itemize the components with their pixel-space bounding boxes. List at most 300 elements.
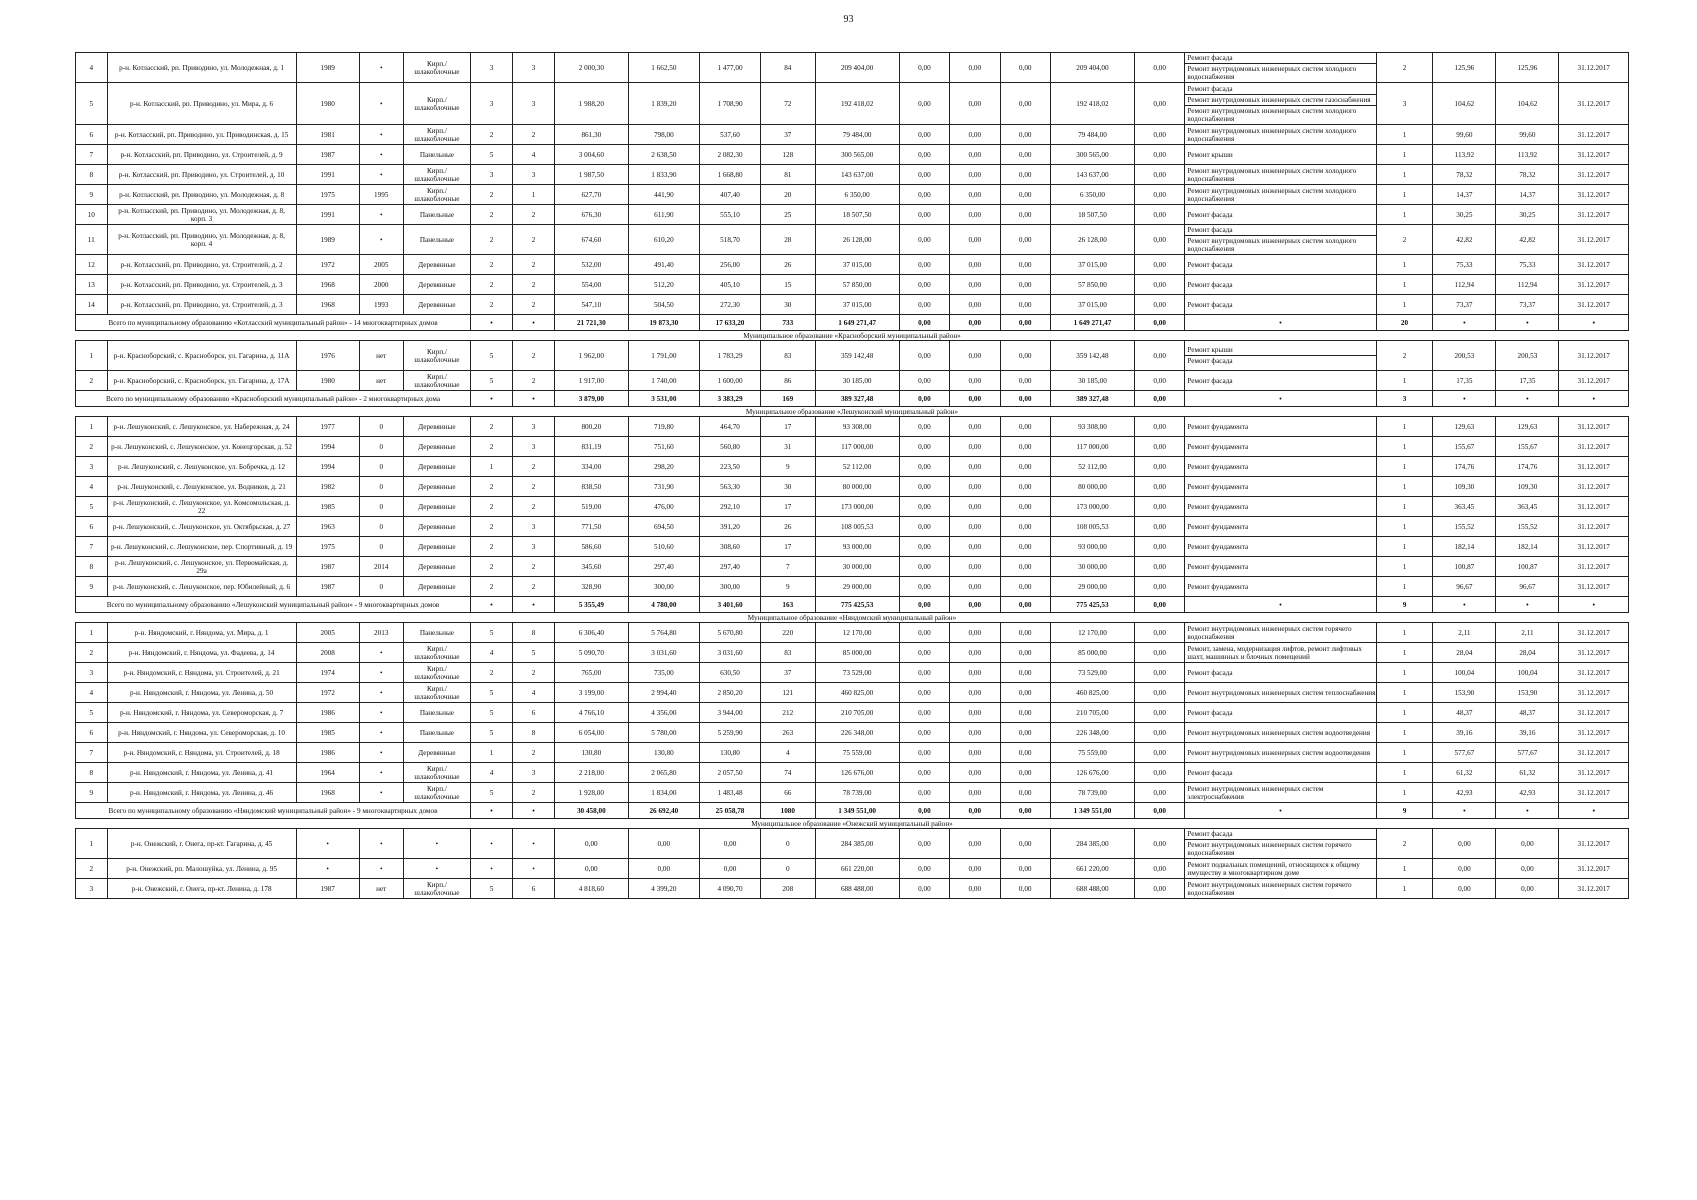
address-cell: р-н. Лешуконский, с. Лешуконское, ул. Конецгорская, д. 52: [107, 437, 296, 457]
cell-c3: 0,00: [950, 165, 1000, 185]
cell-k: 1: [1376, 859, 1433, 879]
cell-c5: 143 637,00: [1050, 165, 1134, 185]
total-p: 733: [760, 315, 815, 331]
cell-d: 31.12.2017: [1559, 165, 1629, 185]
cell-a1: 1 917,00: [555, 371, 629, 391]
work-item: Ремонт фасада: [1187, 376, 1233, 385]
total-row: [76, 597, 1629, 613]
cell-u2: 155,67: [1496, 437, 1559, 457]
cell-f: 2: [471, 185, 513, 205]
cell-c3: 0,00: [950, 829, 1000, 859]
cell-a2: 2 994,40: [628, 683, 699, 703]
works-cell: [1185, 783, 1376, 803]
cell-c5: 73 529,00: [1050, 663, 1134, 683]
cell-c6: 0,00: [1134, 879, 1184, 899]
cell-k: 1: [1376, 275, 1433, 295]
total-a1: 3 879,00: [555, 391, 629, 407]
cell-p: 86: [760, 371, 815, 391]
cell-f: 2: [471, 557, 513, 577]
cell-c3: 0,00: [950, 125, 1000, 145]
cell-p: 83: [760, 643, 815, 663]
cell-y: 1985: [296, 723, 359, 743]
total-p: 163: [760, 597, 815, 613]
cell-a2: 2 065,80: [628, 763, 699, 783]
cell-y: 1987: [296, 557, 359, 577]
cell-c1: 30 185,00: [815, 371, 899, 391]
cell-c4: 0,00: [1000, 643, 1050, 663]
cell-d: 31.12.2017: [1559, 683, 1629, 703]
cell-p: 30: [760, 477, 815, 497]
works-cell: [1185, 703, 1376, 723]
cell-p: 74: [760, 763, 815, 783]
cell-a1: 1 987,50: [555, 165, 629, 185]
work-item: Ремонт внутридомовых инженерных систем электроснабжения: [1187, 784, 1324, 801]
cell-a2: 1 839,20: [628, 83, 699, 125]
cell-a2: 1 662,50: [628, 53, 699, 83]
address-cell: р-н. Котласский, рп. Приводино, ул. Мира, д. 6: [107, 83, 296, 125]
cell-k: 1: [1376, 145, 1433, 165]
cell-k: 1: [1376, 557, 1433, 577]
cell-u1: 30,25: [1433, 205, 1496, 225]
total-c2: 0,00: [899, 391, 949, 407]
cell-y: 1989: [296, 225, 359, 255]
total-a2: 19 873,30: [628, 315, 699, 331]
cell-a2: 719,80: [628, 417, 699, 437]
cell-y: 1968: [296, 783, 359, 803]
works-cell: [1185, 763, 1376, 783]
cell-u2: 363,45: [1496, 497, 1559, 517]
cell-c5: 6 350,00: [1050, 185, 1134, 205]
cell-u1: 0,00: [1433, 879, 1496, 899]
cell-p: 0: [760, 859, 815, 879]
cell-yr: •: [359, 783, 403, 803]
cell-yr: •: [359, 743, 403, 763]
total-c1: 1 349 551,00: [815, 803, 899, 819]
cell-c1: 661 220,00: [815, 859, 899, 879]
row-number: 9: [76, 783, 108, 803]
cell-d: 31.12.2017: [1559, 437, 1629, 457]
table-row: [76, 371, 1629, 391]
cell-k: 1: [1376, 763, 1433, 783]
works-cell: [1185, 165, 1376, 185]
work-item: Ремонт внутридомовых инженерных систем холодного водоснабжения: [1187, 166, 1357, 183]
row-number: 9: [76, 577, 108, 597]
cell-a1: 532,00: [555, 255, 629, 275]
cell-d: 31.12.2017: [1559, 341, 1629, 371]
cell-c1: 126 676,00: [815, 763, 899, 783]
cell-mat: Деревянные: [403, 537, 470, 557]
cell-a3: 292,10: [700, 497, 761, 517]
cell-a3: 5 670,80: [700, 623, 761, 643]
cell-y: 1968: [296, 275, 359, 295]
total-u1: •: [1433, 315, 1496, 331]
cell-c1: 143 637,00: [815, 165, 899, 185]
row-number: 1: [76, 829, 108, 859]
cell-c5: 93 308,00: [1050, 417, 1134, 437]
cell-a1: 627,70: [555, 185, 629, 205]
total-e: •: [513, 803, 555, 819]
cell-a1: 554,00: [555, 275, 629, 295]
cell-e: 2: [513, 783, 555, 803]
cell-c6: 0,00: [1134, 185, 1184, 205]
cell-e: 3: [513, 437, 555, 457]
cell-c1: 12 170,00: [815, 623, 899, 643]
cell-p: 31: [760, 437, 815, 457]
cell-k: 1: [1376, 295, 1433, 315]
cell-a1: 2 000,30: [555, 53, 629, 83]
cell-mat: Кирп./ шлакоблочные: [403, 371, 470, 391]
work-item: Ремонт внутридомовых инженерных систем теплоснабжения: [1187, 688, 1376, 697]
cell-c3: 0,00: [950, 859, 1000, 879]
cell-p: 81: [760, 165, 815, 185]
work-item: Ремонт фасада: [1185, 355, 1375, 366]
cell-mat: Панельные: [403, 145, 470, 165]
cell-c4: 0,00: [1000, 743, 1050, 763]
table-row: [76, 417, 1629, 437]
cell-y: 1977: [296, 417, 359, 437]
work-item: Ремонт фундамента: [1187, 542, 1249, 551]
cell-u1: 129,63: [1433, 417, 1496, 437]
cell-f: 2: [471, 497, 513, 517]
cell-f: 5: [471, 371, 513, 391]
works-cell: [1185, 255, 1376, 275]
total-a2: 26 692,40: [628, 803, 699, 819]
cell-mat: Панельные: [403, 225, 470, 255]
cell-u2: 61,32: [1496, 763, 1559, 783]
cell-a1: 4 818,60: [555, 879, 629, 899]
total-c4: 0,00: [1000, 315, 1050, 331]
cell-p: 208: [760, 879, 815, 899]
cell-c4: 0,00: [1000, 577, 1050, 597]
cell-f: 2: [471, 577, 513, 597]
cell-k: 1: [1376, 723, 1433, 743]
row-number: 1: [76, 341, 108, 371]
work-item: Ремонт фасада: [1187, 84, 1233, 93]
cell-f: 2: [471, 125, 513, 145]
cell-a2: 751,60: [628, 437, 699, 457]
cell-c4: 0,00: [1000, 225, 1050, 255]
cell-y: 1964: [296, 763, 359, 783]
cell-a1: 328,90: [555, 577, 629, 597]
cell-u1: 96,67: [1433, 577, 1496, 597]
cell-c4: 0,00: [1000, 859, 1050, 879]
cell-u1: 42,82: [1433, 225, 1496, 255]
cell-e: 2: [513, 205, 555, 225]
cell-d: 31.12.2017: [1559, 295, 1629, 315]
cell-f: 1: [471, 743, 513, 763]
cell-y: 1976: [296, 341, 359, 371]
address-cell: р-н. Котласский, рп. Приводино, ул. Строителей, д. 3: [107, 295, 296, 315]
cell-c6: 0,00: [1134, 225, 1184, 255]
address-cell: р-н. Котласский, рп. Приводино, ул. Строителей, д. 2: [107, 255, 296, 275]
cell-a1: 1 962,00: [555, 341, 629, 371]
cell-a3: 0,00: [700, 859, 761, 879]
address-cell: р-н. Няндомский, г. Няндома, ул. Ленина, д. 41: [107, 763, 296, 783]
address-cell: р-н. Лешуконский, с. Лешуконское, ул. Бобречка, д. 12: [107, 457, 296, 477]
cell-c2: 0,00: [899, 53, 949, 83]
cell-c4: 0,00: [1000, 275, 1050, 295]
cell-u2: 73,37: [1496, 295, 1559, 315]
cell-y: 1963: [296, 517, 359, 537]
cell-c4: 0,00: [1000, 783, 1050, 803]
row-number: 14: [76, 295, 108, 315]
total-a2: 4 780,00: [628, 597, 699, 613]
cell-c5: 30 000,00: [1050, 557, 1134, 577]
cell-c2: 0,00: [899, 145, 949, 165]
cell-c3: 0,00: [950, 663, 1000, 683]
work-item: Ремонт фундамента: [1187, 562, 1249, 571]
cell-k: 2: [1376, 53, 1433, 83]
table-row: [76, 437, 1629, 457]
cell-d: 31.12.2017: [1559, 537, 1629, 557]
table-row: [76, 205, 1629, 225]
cell-u1: 113,92: [1433, 145, 1496, 165]
cell-k: 1: [1376, 517, 1433, 537]
cell-c6: 0,00: [1134, 205, 1184, 225]
total-row: [76, 315, 1629, 331]
work-item: Ремонт внутридомовых инженерных систем горячего водоснабжения: [1185, 839, 1375, 858]
section-title: Муниципальное образование «Няндомский муниципальный район»: [76, 613, 1629, 623]
cell-c4: 0,00: [1000, 763, 1050, 783]
cell-d: 31.12.2017: [1559, 275, 1629, 295]
cell-y: 1987: [296, 879, 359, 899]
cell-a1: 130,80: [555, 743, 629, 763]
row-number: 3: [76, 663, 108, 683]
cell-c4: 0,00: [1000, 417, 1050, 437]
cell-a1: 0,00: [555, 829, 629, 859]
cell-c6: 0,00: [1134, 497, 1184, 517]
cell-y: 1974: [296, 663, 359, 683]
total-k: 20: [1376, 315, 1433, 331]
row-number: 7: [76, 743, 108, 763]
cell-a2: 441,90: [628, 185, 699, 205]
cell-mat: Панельные: [403, 723, 470, 743]
cell-yr: •: [359, 829, 403, 859]
cell-c1: 688 488,00: [815, 879, 899, 899]
cell-a2: 300,00: [628, 577, 699, 597]
table-row: [76, 577, 1629, 597]
cell-d: 31.12.2017: [1559, 643, 1629, 663]
cell-c4: 0,00: [1000, 663, 1050, 683]
cell-f: 2: [471, 255, 513, 275]
cell-yr: 0: [359, 517, 403, 537]
cell-c3: 0,00: [950, 145, 1000, 165]
row-number: 1: [76, 417, 108, 437]
cell-c5: 26 128,00: [1050, 225, 1134, 255]
cell-c6: 0,00: [1134, 703, 1184, 723]
row-number: 11: [76, 225, 108, 255]
cell-d: 31.12.2017: [1559, 723, 1629, 743]
works-cell: [1185, 517, 1376, 537]
total-a1: 5 355,49: [555, 597, 629, 613]
cell-mat: Кирп./ шлакоблочные: [403, 83, 470, 125]
cell-a2: 4 399,20: [628, 879, 699, 899]
cell-c2: 0,00: [899, 703, 949, 723]
cell-p: 121: [760, 683, 815, 703]
cell-d: 31.12.2017: [1559, 417, 1629, 437]
total-p: 169: [760, 391, 815, 407]
cell-e: 2: [513, 743, 555, 763]
cell-d: 31.12.2017: [1559, 763, 1629, 783]
cell-c4: 0,00: [1000, 295, 1050, 315]
cell-e: 8: [513, 623, 555, 643]
total-u1: •: [1433, 803, 1496, 819]
cell-p: 25: [760, 205, 815, 225]
cell-c3: 0,00: [950, 497, 1000, 517]
cell-c6: 0,00: [1134, 743, 1184, 763]
row-number: 2: [76, 371, 108, 391]
cell-c2: 0,00: [899, 341, 949, 371]
cell-a1: 6 054,00: [555, 723, 629, 743]
cell-y: 1991: [296, 165, 359, 185]
cell-c3: 0,00: [950, 557, 1000, 577]
cell-a2: 611,90: [628, 205, 699, 225]
cell-a1: 800,20: [555, 417, 629, 437]
works-cell: [1185, 537, 1376, 557]
cell-d: 31.12.2017: [1559, 497, 1629, 517]
cell-c5: 209 404,00: [1050, 53, 1134, 83]
address-cell: р-н. Няндомский, г. Няндома, ул. Строителей, д. 18: [107, 743, 296, 763]
row-number: 1: [76, 623, 108, 643]
cell-d: 31.12.2017: [1559, 783, 1629, 803]
cell-k: 2: [1376, 341, 1433, 371]
cell-c2: 0,00: [899, 83, 949, 125]
cell-c4: 0,00: [1000, 497, 1050, 517]
cell-f: 2: [471, 477, 513, 497]
cell-c3: 0,00: [950, 623, 1000, 643]
cell-mat: Деревянные: [403, 457, 470, 477]
cell-a1: 3 199,00: [555, 683, 629, 703]
cell-d: 31.12.2017: [1559, 743, 1629, 763]
table-row: [76, 763, 1629, 783]
cell-mat: Деревянные: [403, 255, 470, 275]
cell-c6: 0,00: [1134, 829, 1184, 859]
total-a3: 3 383,29: [700, 391, 761, 407]
cell-a3: 537,60: [700, 125, 761, 145]
cell-k: 1: [1376, 537, 1433, 557]
cell-c5: 359 142,48: [1050, 341, 1134, 371]
total-row: [76, 391, 1629, 407]
cell-yr: нет: [359, 341, 403, 371]
cell-c2: 0,00: [899, 371, 949, 391]
total-f: •: [471, 803, 513, 819]
work-item: Ремонт фундамента: [1187, 582, 1249, 591]
total-f: •: [471, 391, 513, 407]
cell-y: 1987: [296, 145, 359, 165]
cell-c6: 0,00: [1134, 53, 1184, 83]
cell-e: 2: [513, 477, 555, 497]
cell-p: 15: [760, 275, 815, 295]
cell-u2: 39,16: [1496, 723, 1559, 743]
cell-k: 2: [1376, 829, 1433, 859]
cell-c2: 0,00: [899, 165, 949, 185]
cell-k: 1: [1376, 205, 1433, 225]
cell-d: 31.12.2017: [1559, 125, 1629, 145]
cell-c3: 0,00: [950, 537, 1000, 557]
cell-e: 2: [513, 457, 555, 477]
cell-a1: 3 004,60: [555, 145, 629, 165]
cell-c2: 0,00: [899, 723, 949, 743]
cell-c2: 0,00: [899, 185, 949, 205]
cell-mat: Кирп./ шлакоблочные: [403, 165, 470, 185]
total-a3: 17 633,20: [700, 315, 761, 331]
cell-mat: •: [403, 829, 470, 859]
total-a1: 21 721,30: [555, 315, 629, 331]
cell-a1: 0,00: [555, 859, 629, 879]
cell-p: 7: [760, 557, 815, 577]
cell-d: 31.12.2017: [1559, 371, 1629, 391]
total-u2: •: [1496, 803, 1559, 819]
cell-u2: 30,25: [1496, 205, 1559, 225]
row-number: 5: [76, 83, 108, 125]
cell-mat: Деревянные: [403, 497, 470, 517]
cell-u1: 48,37: [1433, 703, 1496, 723]
cell-a3: 2 082,30: [700, 145, 761, 165]
cell-y: 2005: [296, 623, 359, 643]
cell-a3: 5 259,90: [700, 723, 761, 743]
cell-c6: 0,00: [1134, 255, 1184, 275]
cell-c1: 117 000,00: [815, 437, 899, 457]
cell-c3: 0,00: [950, 477, 1000, 497]
total-d: •: [1559, 597, 1629, 613]
cell-yr: •: [359, 703, 403, 723]
cell-d: 31.12.2017: [1559, 205, 1629, 225]
cell-f: 3: [471, 53, 513, 83]
cell-k: 1: [1376, 743, 1433, 763]
cell-a3: 1 668,80: [700, 165, 761, 185]
cell-e: 3: [513, 537, 555, 557]
cell-p: 26: [760, 255, 815, 275]
row-number: 2: [76, 437, 108, 457]
cell-y: 1975: [296, 185, 359, 205]
cell-c5: 117 000,00: [1050, 437, 1134, 457]
cell-p: 17: [760, 417, 815, 437]
cell-d: 31.12.2017: [1559, 703, 1629, 723]
cell-y: 1982: [296, 477, 359, 497]
cell-mat: Деревянные: [403, 517, 470, 537]
address-cell: р-н. Красноборский, с. Красноборск, ул. Гагарина, д. 17А: [107, 371, 296, 391]
cell-c1: 226 348,00: [815, 723, 899, 743]
cell-c1: 460 825,00: [815, 683, 899, 703]
cell-yr: •: [359, 663, 403, 683]
cell-p: 263: [760, 723, 815, 743]
address-cell: р-н. Лешуконский, с. Лешуконское, пер. Юбилейный, д. 6: [107, 577, 296, 597]
cell-a1: 345,60: [555, 557, 629, 577]
work-item: Ремонт внутридомовых инженерных систем холодного водоснабжения: [1185, 235, 1375, 254]
cell-k: 1: [1376, 683, 1433, 703]
cell-u1: 112,94: [1433, 275, 1496, 295]
cell-f: 1: [471, 457, 513, 477]
cell-mat: Панельные: [403, 703, 470, 723]
cell-a2: 298,20: [628, 457, 699, 477]
cell-c1: 37 015,00: [815, 255, 899, 275]
row-number: 13: [76, 275, 108, 295]
cell-u2: 17,35: [1496, 371, 1559, 391]
cell-k: 1: [1376, 165, 1433, 185]
cell-f: 3: [471, 165, 513, 185]
work-item: Ремонт внутридомовых инженерных систем газоснабжения: [1185, 94, 1375, 105]
cell-u1: 61,32: [1433, 763, 1496, 783]
cell-yr: •: [359, 763, 403, 783]
works-cell: [1185, 417, 1376, 437]
cell-a3: 272,30: [700, 295, 761, 315]
table-row: [76, 83, 1629, 125]
cell-f: 2: [471, 437, 513, 457]
table-row: [76, 497, 1629, 517]
address-cell: р-н. Няндомский, г. Няндома, ул. Строителей, д. 21: [107, 663, 296, 683]
cell-u1: 2,11: [1433, 623, 1496, 643]
cell-c4: 0,00: [1000, 623, 1050, 643]
